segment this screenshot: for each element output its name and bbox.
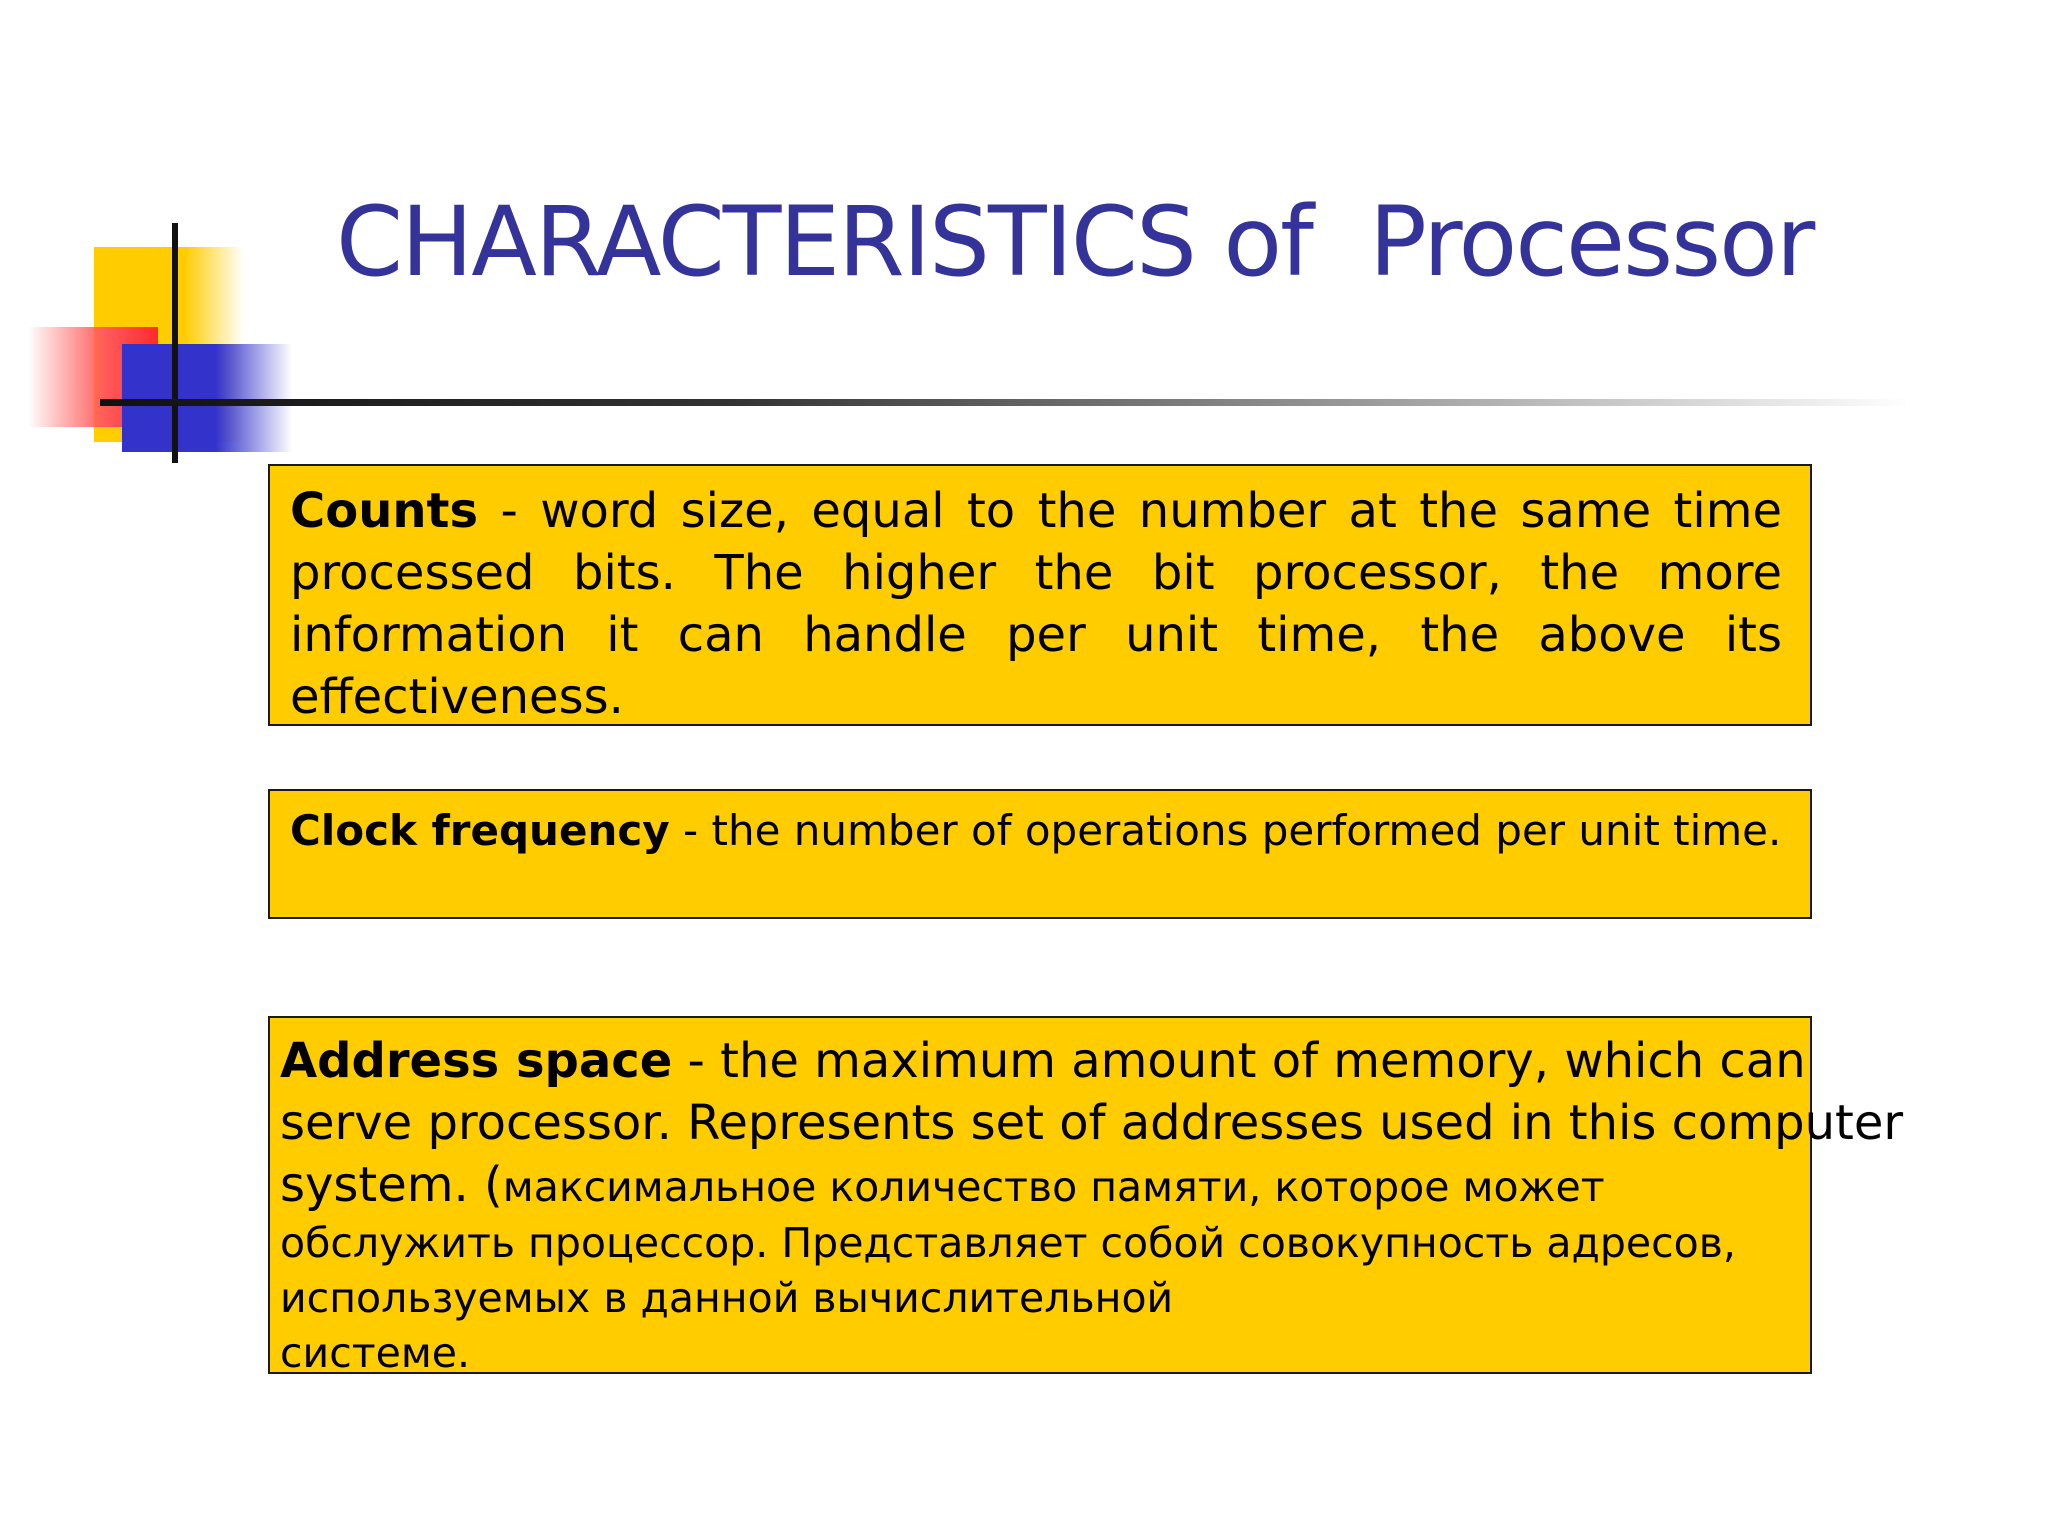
address-line-4: обслужить процессор. Представляет собой совокупность адресов, <box>280 1219 1736 1267</box>
logo-vertical-line <box>172 223 178 463</box>
address-line-3-en: system. ( <box>280 1157 503 1213</box>
clock-text: - the number of operations performed per unit time. <box>669 806 1782 855</box>
title-underline <box>100 399 1910 406</box>
address-line-6: системе. <box>280 1329 471 1377</box>
address-line-3 <box>280 1154 1810 1216</box>
address-space-box <box>268 1016 1904 1377</box>
slide-title: CHARACTERISTICS of Processor <box>336 186 1814 298</box>
address-line-3-ru: максимальное количество памяти, которое может <box>502 1163 1605 1211</box>
address-line-5: используемых в данной вычислительной <box>280 1274 1174 1322</box>
clock-frequency-box <box>268 789 1812 919</box>
counts-box <box>268 464 1812 726</box>
address-line-2: serve processor. Represents set of addresses used in this computer <box>280 1095 1904 1151</box>
counts-text: - word size, equal to the number at the same time processed bits. The higher the bit processor, the more information it can handle per unit time, the above its effectiveness. <box>290 483 1782 725</box>
address-line-1-text: - the maximum amount of memory, which can <box>672 1033 1806 1089</box>
logo-blue-square <box>122 344 292 452</box>
clock-term: Clock frequency <box>290 806 670 855</box>
counts-term: Counts <box>290 483 479 539</box>
address-line-1 <box>280 1030 1810 1092</box>
address-term: Address space <box>280 1033 673 1089</box>
